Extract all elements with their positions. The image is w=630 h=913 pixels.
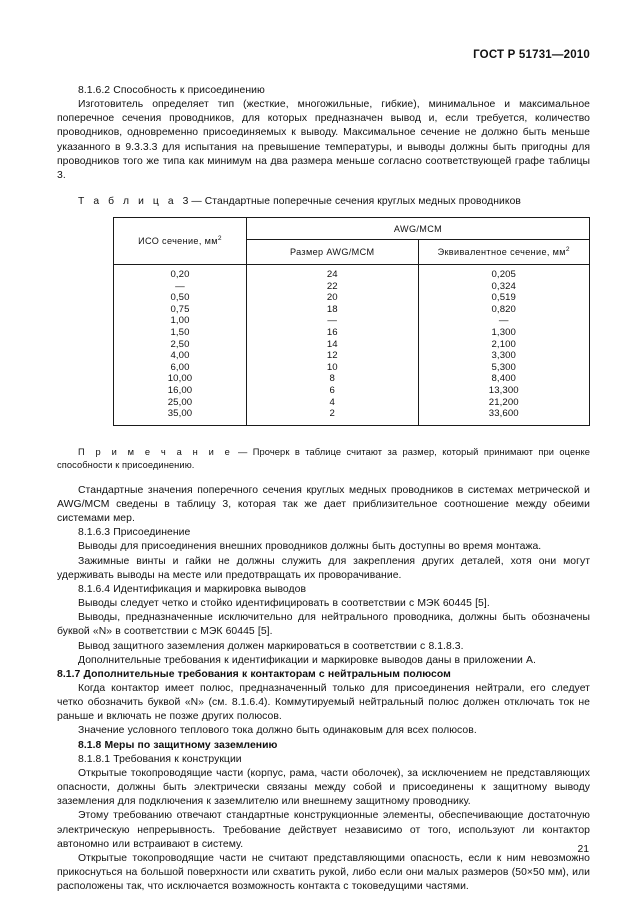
table-row [114,281,590,293]
paragraph-8-1-7-2: Значение условного теплового тока должно быть одинаковым для всех полюсов. [78,725,477,737]
paragraph-8-1-6-4-2: Выводы, предназначенные исключительно для нейтрального проводника, должны быть обозначены буквой «N» в соответствии с МЭК 60445 [5]. [57,612,590,638]
table-cell-iso-section: 4,00 [114,350,247,362]
table-row [114,350,590,362]
paragraph-8-1-8-1-3: Открытые токопроводящие части не считают представляющими опасность, если к ним невозможно прикоснуться на большой поверхности или схватить рукой, либо если они малых размеров (50×50 мм), или расположены так, что исключается возможность контакта с токоведущими частями. [57,852,590,893]
section-heading-8-1-7: 8.1.7 Дополнительные требования к контакторам с нейтральным полюсом [57,668,451,680]
table-row [114,292,590,304]
table-row [114,339,590,351]
paragraph-8-1-7-1: Когда контактор имеет полюс, предназначенный только для присоединения нейтрали, его следует четко обозначить буквой «N» (см. 8.1.6.4). Коммутируемый нейтральный полюс должен отключать ток не раньше и включать не позже других полюсов. [57,683,590,723]
table-header-awg-group: AWG/MCM [247,218,590,240]
table-cell-awg-size: 14 [247,339,419,351]
table-cell-equivalent-section: 3,300 [418,350,590,362]
table-row [114,385,590,397]
table-cell-iso-section: 0,50 [114,292,247,304]
table-caption-text: — Стандартные поперечные сечения круглых медных проводников [191,196,521,208]
table-standard-conductor-sections [113,217,590,426]
table-cell-awg-size: 12 [247,350,419,362]
table-header-iso-label: ИСО сечение, мм [138,236,218,247]
table-caption-label: Т а б л и ц а [78,196,177,208]
table-cell-awg-size: 18 [247,304,419,316]
table-header-equivalent-section [418,240,590,265]
table-caption [57,195,590,209]
table-row [114,397,590,409]
table-row [114,265,590,281]
table-cell-equivalent-section: 21,200 [418,397,590,409]
table-cell-iso-section: 1,00 [114,315,247,327]
table-head [114,218,590,265]
table-note [57,446,590,472]
paragraph-8-1-6-4-1: Выводы следует четко и стойко идентифицировать в соответствии с МЭК 60445 [5]. [78,598,490,610]
table-cell-equivalent-section: 0,820 [418,304,590,316]
table-cell-iso-section: 25,00 [114,397,247,409]
table-cell-equivalent-section: 5,300 [418,362,590,374]
table-cell-awg-size: 2 [247,408,419,425]
table-row [114,304,590,316]
section-heading-8-1-8: 8.1.8 Меры по защитному заземлению [78,739,278,751]
table-note-text: — Прочерк в таблице считают за размер, который принимают при оценке способности к присоединению. [57,446,590,470]
table-cell-equivalent-section: 0,324 [418,281,590,293]
paragraph-8-1-8-1-1: Открытые токопроводящие части (корпус, рама, части оболочек), за исключением не представляющих опасности, должны быть электрически связаны между собой и присоединены к защитному выводу заземления для подключения к заземлителю или внешнему защитному проводнику. [57,767,590,808]
paragraph-8-1-6-4-4: Дополнительные требования к идентификации и маркировке выводов даны в приложении А. [78,654,536,666]
table-cell-iso-section: 35,00 [114,408,247,425]
table-cell-iso-section: 0,20 [114,265,247,281]
table-cell-awg-size: 16 [247,327,419,339]
table-cell-iso-section: 2,50 [114,339,247,351]
table-cell-iso-section: 16,00 [114,385,247,397]
table-row [114,373,590,385]
table-header-equivalent-superscript: 2 [565,246,570,254]
table-cell-awg-size: 22 [247,281,419,293]
paragraph-8-1-8-1-2: Этому требованию отвечают стандартные конструкционные элементы, обеспечивающие достаточную электрическую непрерывность. Требование действует независимо от того, используют ли контактор автономно или встраивают в систему. [57,810,590,850]
table-cell-equivalent-section: 0,205 [418,265,590,281]
table-cell-awg-size: 20 [247,292,419,304]
paragraph-8-1-6-4-3: Вывод защитного заземления должен маркироваться в соответствии с 8.1.8.3. [78,640,464,652]
table-cell-equivalent-section: 1,300 [418,327,590,339]
table-caption-number: 3 [182,196,189,208]
table-header-awg-size: Размер AWG/MCM [247,240,419,265]
table-cell-awg-size: 6 [247,385,419,397]
table-cell-equivalent-section: 2,100 [418,339,590,351]
table-cell-iso-section: 10,00 [114,373,247,385]
table-row [114,315,590,327]
table-cell-equivalent-section: 8,400 [418,373,590,385]
table-cell-equivalent-section: — [418,315,590,327]
paragraph-8-1-6-3-2: Зажимные винты и гайки не должны служить для закрепления других деталей, хотя они могут удерживать выводы на месте или предотвращать их проворачивание. [57,555,590,581]
document-header-standard-number: ГОСТ Р 51731—2010 [473,49,590,61]
table-cell-iso-section: 6,00 [114,362,247,374]
table-cell-awg-size: 8 [247,373,419,385]
table-cell-iso-section: 0,75 [114,304,247,316]
table-cell-awg-size: 24 [247,265,419,281]
section-heading-8-1-8-1: 8.1.8.1 Требования к конструкции [78,753,242,765]
paragraph-8-1-6-3-1: Выводы для присоединения внешних проводников должны быть доступны во время монтажа. [78,541,542,553]
table-row [114,327,590,339]
section-heading-8-1-6-4: 8.1.6.4 Идентификация и маркировка выводов [78,583,307,595]
table-cell-awg-size: 4 [247,397,419,409]
table-cell-awg-size: 10 [247,362,419,374]
table-cell-equivalent-section: 13,300 [418,385,590,397]
table-body [114,265,590,426]
table-cell-iso-section: — [114,281,247,293]
page-number: 21 [577,844,589,855]
paragraph-metric-awg-systems: Стандартные значения поперечного сечения круглых медных проводников в системах метрической и AWG/MCM сведены в таблицу 3, которая так же дает приблизительное соотношение между обеими системами мер. [57,484,590,525]
table-header-row-1 [114,218,590,240]
table-cell-iso-section: 1,50 [114,327,247,339]
table-note-label: П р и м е ч а н и е [78,446,233,457]
table-header-equivalent-label: Эквивалентное сечение, мм [437,247,566,258]
document-body [57,84,590,894]
paragraph-8-1-6-2-body: Изготовитель определяет тип (жесткие, многожильные, гибкие), минимальное и максимальное поперечное сечения проводников, для которых предназначен вывод и, если требуется, количество проводников, одновременно присоединяемых к выводу. Максимальное сечение не должно быть меньше указанного в 9.3.3.3 для испытания на превышение температуры, и выводы должны быть пригодны для проводников того же типа как минимум на два размера меньше согласно соответствующей графе таблицы 3. [57,99,590,181]
table-cell-equivalent-section: 33,600 [418,408,590,425]
table-row [114,362,590,374]
section-heading-8-1-6-3: 8.1.6.3 Присоединение [78,527,191,539]
section-heading-8-1-6-2: 8.1.6.2 Способность к присоединению [78,85,265,96]
table-header-iso-section [114,218,247,265]
table-cell-equivalent-section: 0,519 [418,292,590,304]
table-cell-awg-size: — [247,315,419,327]
table-header-iso-superscript: 2 [217,235,222,243]
table-row [114,408,590,425]
